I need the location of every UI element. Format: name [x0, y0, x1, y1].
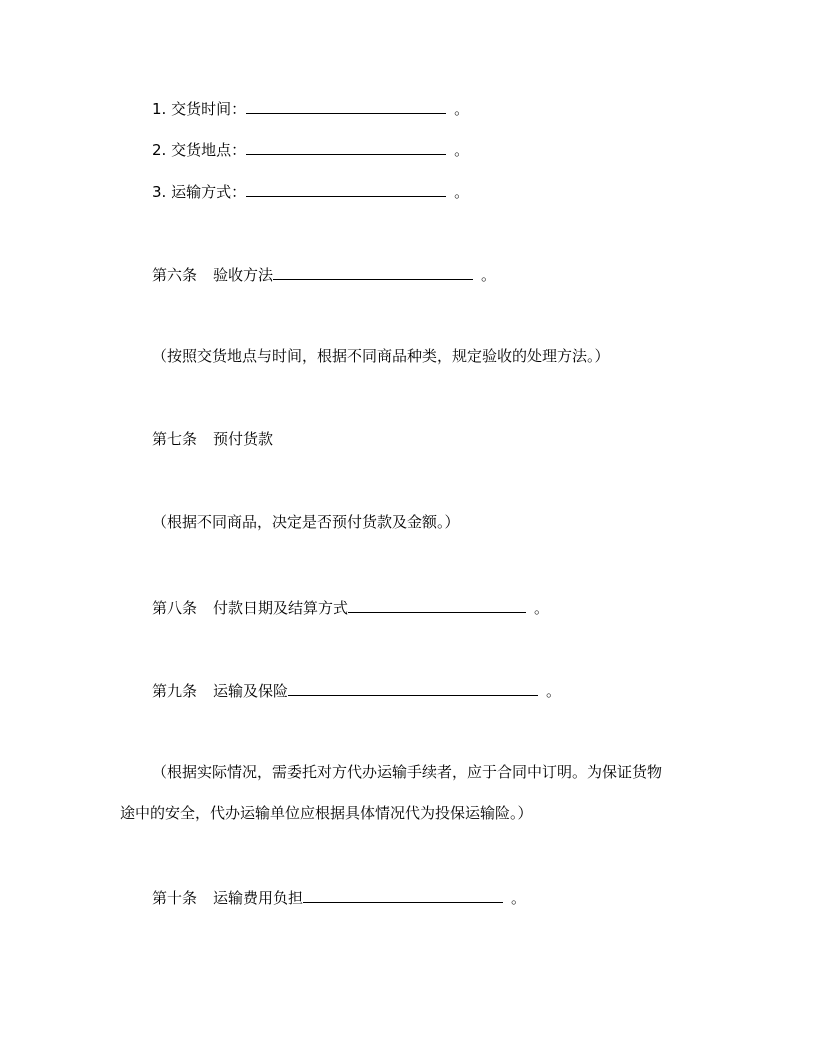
article-10-blank	[303, 886, 503, 903]
delivery-time-line	[152, 97, 469, 117]
delivery-time-period: 。	[454, 100, 470, 118]
article-9-note-line-2: 途中的安全，代办运输单位应根据具体情况代为投保运输险。）	[120, 804, 533, 822]
article-8-blank	[348, 596, 526, 613]
article-8-title: 付款日期及结算方式	[213, 599, 349, 617]
delivery-place-label: 2. 交货地点：	[152, 141, 247, 159]
article-9-note-line-1: （根据实际情况，需委托对方代办运输手续者，应于合同中订明。为保证货物	[152, 763, 663, 781]
article-8-number: 第八条	[152, 599, 198, 617]
delivery-place-period: 。	[454, 141, 470, 159]
delivery-time-label: 1. 交货时间：	[152, 100, 247, 118]
article-6-title: 验收方法	[213, 266, 274, 284]
article-7-title: 预付货款	[213, 430, 274, 448]
article-7-note: （根据不同商品，决定是否预付货款及金额。）	[152, 513, 460, 531]
article-9-title: 运输及保险	[213, 682, 289, 700]
delivery-place-line	[152, 138, 469, 158]
transport-mode-period: 。	[454, 183, 470, 201]
article-10	[152, 886, 526, 906]
article-9-period: 。	[546, 682, 562, 700]
article-8	[152, 596, 549, 616]
article-9-number: 第九条	[152, 682, 198, 700]
article-6	[152, 263, 496, 283]
transport-mode-blank	[246, 180, 446, 197]
transport-mode-label: 3. 运输方式：	[152, 183, 247, 201]
article-9-blank	[288, 679, 538, 696]
article-10-period: 。	[511, 889, 527, 907]
article-10-number: 第十条	[152, 889, 198, 907]
article-7	[152, 429, 273, 449]
delivery-time-blank	[246, 97, 446, 114]
article-9	[152, 679, 561, 699]
article-6-note: （按照交货地点与时间，根据不同商品种类，规定验收的处理方法。）	[152, 347, 610, 365]
article-8-period: 。	[534, 599, 550, 617]
article-7-number: 第七条	[152, 430, 198, 448]
article-6-number: 第六条	[152, 266, 198, 284]
transport-mode-line	[152, 180, 469, 200]
article-6-blank	[273, 263, 473, 280]
delivery-place-blank	[246, 138, 446, 155]
article-10-title: 运输费用负担	[213, 889, 304, 907]
article-6-period: 。	[481, 266, 497, 284]
